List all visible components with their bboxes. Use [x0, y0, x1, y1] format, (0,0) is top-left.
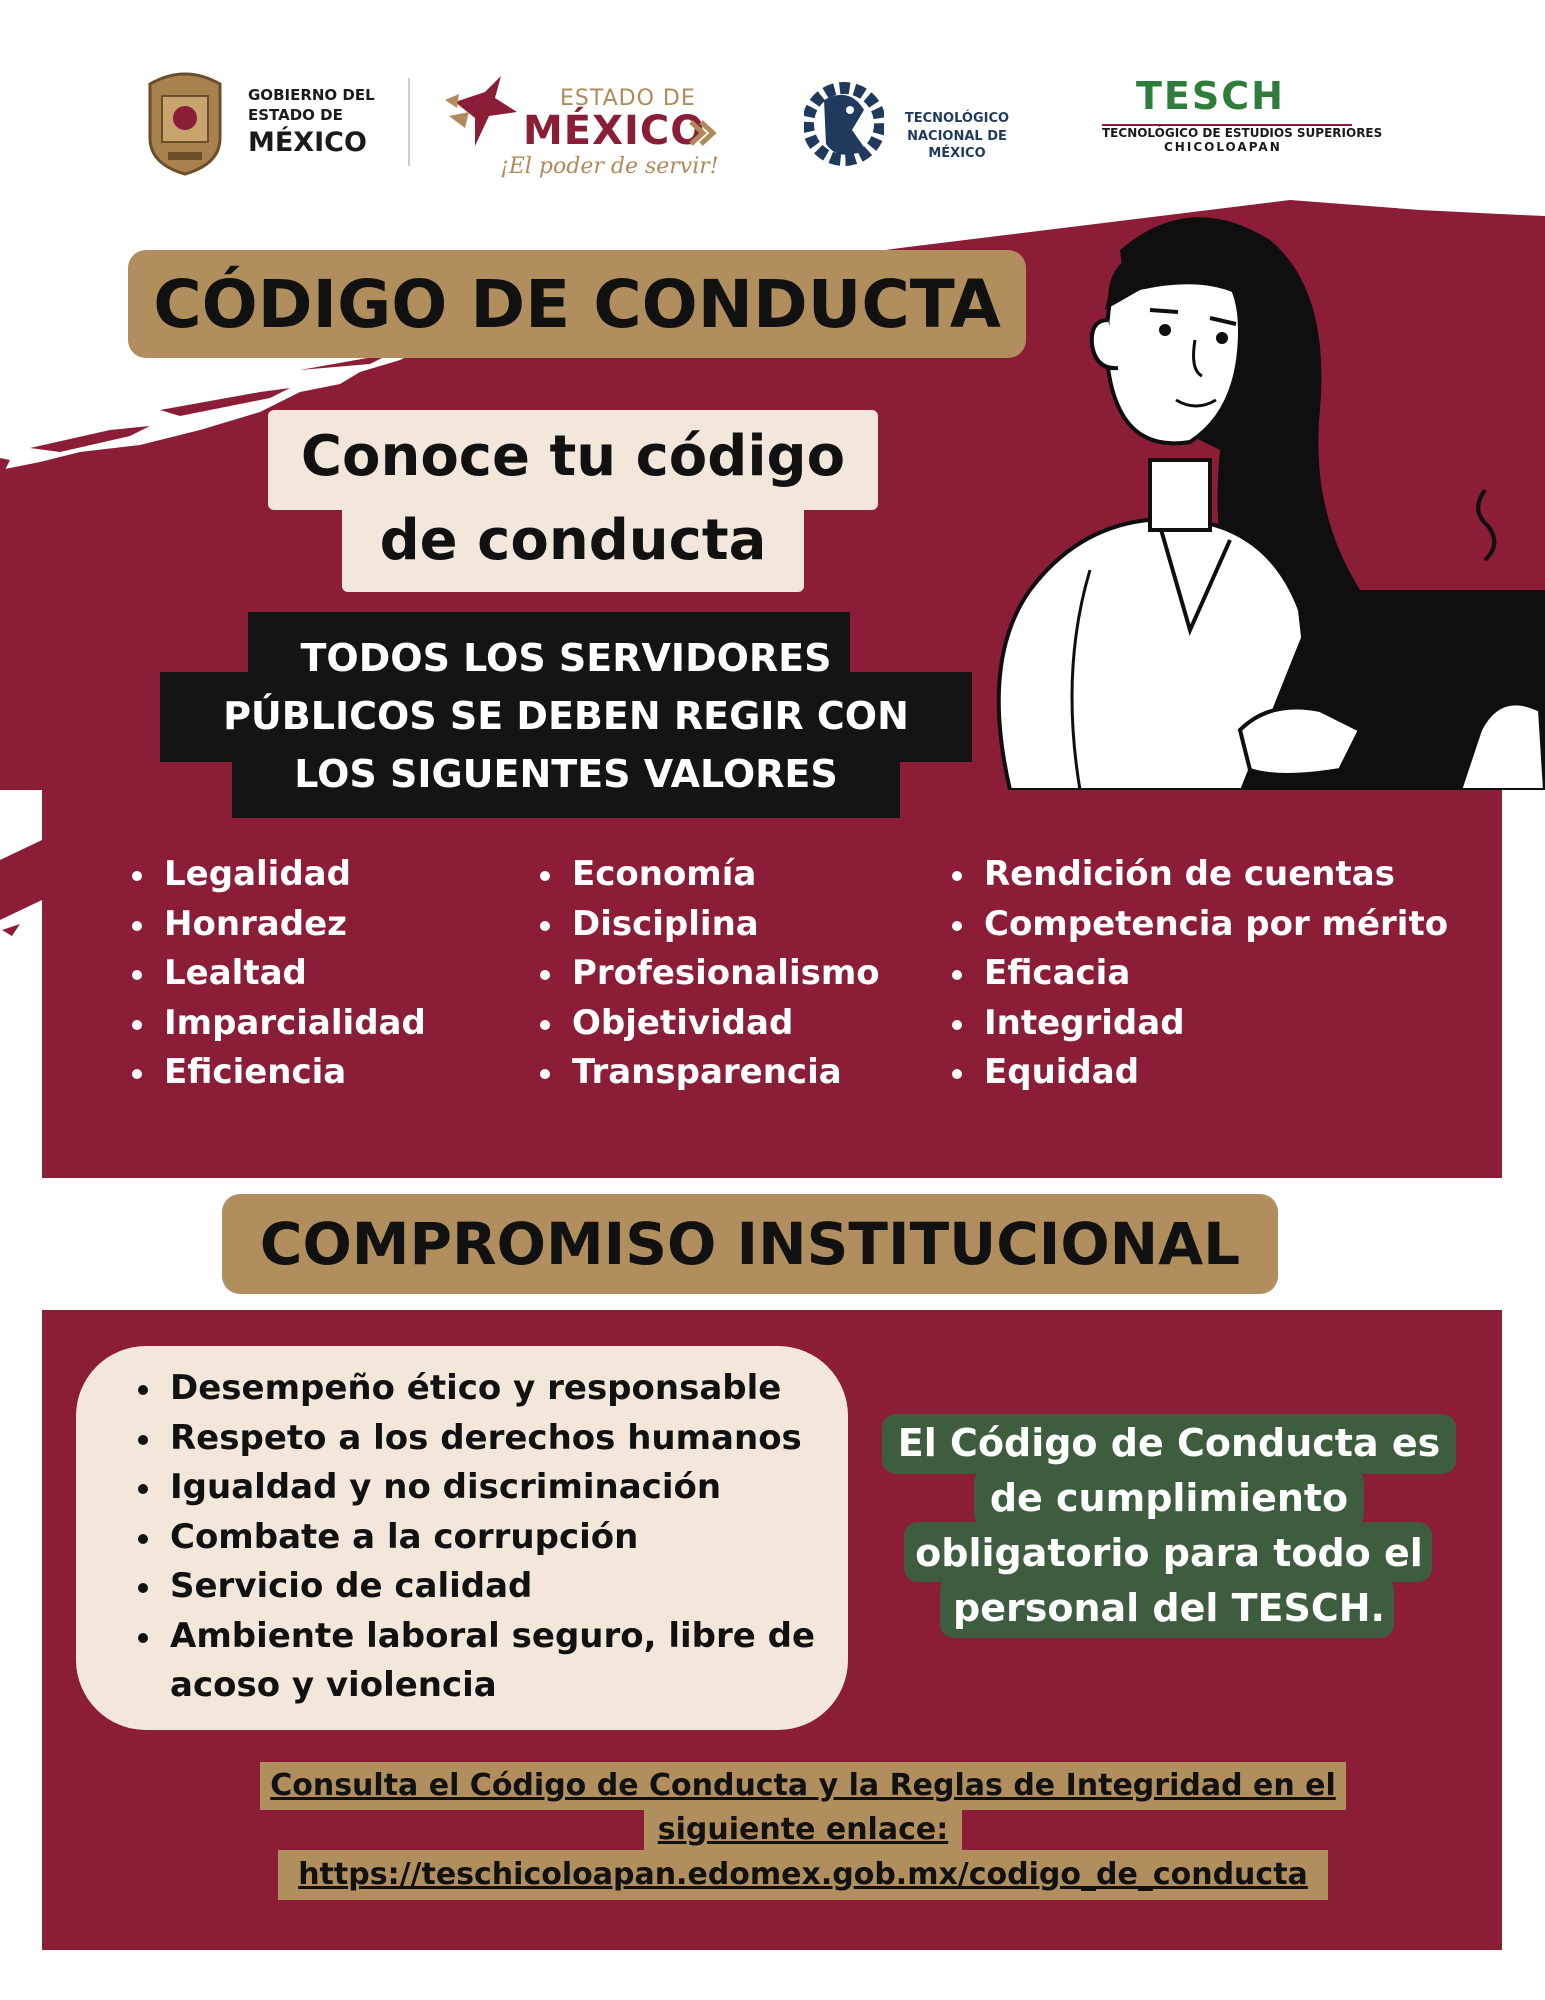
gobierno-line1: GOBIERNO DEL [248, 86, 375, 104]
list-item: Ambiente laboral seguro, libre de acoso y violencia [130, 1612, 820, 1711]
list-item: Combate a la corrupción [130, 1513, 820, 1563]
list-item: Competencia por mérito [946, 900, 1448, 950]
intro-line3: LOS SIGUENTES VALORES [294, 752, 838, 796]
tesch-line1: TECNOLÓGICO DE ESTUDIOS SUPERIORES [1102, 126, 1383, 140]
intro-line2: PÚBLICOS SE DEBEN REGIR CON [223, 694, 909, 738]
list-item: Desempeño ético y responsable [130, 1364, 820, 1414]
link-intro-line2: siguiente enlace: [657, 1812, 949, 1847]
note-line4: personal del TESCH. [953, 1586, 1385, 1630]
estado-line2: MÉXICO [523, 108, 706, 154]
list-item: Imparcialidad [126, 999, 426, 1049]
list-item: Equidad [946, 1048, 1448, 1098]
codigo-conducta-link[interactable]: https://teschicoloapan.edomex.gob.mx/codigo_de_conducta [298, 1857, 1308, 1892]
link-intro-line1: Consulta el Código de Conducta y la Reglas de Integridad en el [270, 1768, 1336, 1803]
list-item: Igualdad y no discriminación [130, 1463, 820, 1513]
page-title: CÓDIGO DE CONDUCTA [128, 250, 1026, 358]
list-item: Servicio de calidad [130, 1562, 820, 1612]
list-item: Profesionalismo [534, 949, 880, 999]
estado-tagline: ¡El poder de servir! [500, 154, 719, 179]
tecnm-line1: TECNOLÓGICO [904, 111, 1010, 126]
woman-laptop-illustration [940, 210, 1545, 790]
compromiso-list [130, 1364, 820, 1711]
tesch-word: TESCH [1136, 74, 1285, 118]
gobierno-line2: ESTADO DE [248, 106, 343, 124]
gobierno-line3: MÉXICO [248, 127, 367, 158]
note-line3: obligatorio para todo el [915, 1531, 1423, 1575]
subtitle-line2: de conducta [379, 508, 767, 573]
list-item: Eficiencia [126, 1048, 426, 1098]
values-column-2 [534, 850, 880, 1098]
list-item: Lealtad [126, 949, 426, 999]
list-item: Eficacia [946, 949, 1448, 999]
tecnm-line2: NACIONAL DE MÉXICO [907, 129, 1007, 161]
tesch-line2: CHICOLOAPAN [1164, 140, 1282, 154]
list-item: Disciplina [534, 900, 880, 950]
compromiso-title: COMPROMISO INSTITUCIONAL [222, 1194, 1278, 1294]
note-line2: de cumplimiento [989, 1476, 1349, 1520]
list-item: Respeto a los derechos humanos [130, 1414, 820, 1464]
list-item: Legalidad [126, 850, 426, 900]
note-line1: El Código de Conducta es [897, 1421, 1441, 1465]
list-item: Transparencia [534, 1048, 880, 1098]
list-item: Rendición de cuentas [946, 850, 1448, 900]
values-column-1 [126, 850, 426, 1098]
intro-line1: TODOS LOS SERVIDORES [300, 636, 832, 680]
list-item: Honradez [126, 900, 426, 950]
estado-line1: ESTADO DE [560, 86, 696, 111]
list-item: Objetividad [534, 999, 880, 1049]
list-item: Integridad [946, 999, 1448, 1049]
list-item: Economía [534, 850, 880, 900]
subtitle-line1: Conoce tu código [300, 424, 846, 489]
values-column-3 [946, 850, 1448, 1098]
